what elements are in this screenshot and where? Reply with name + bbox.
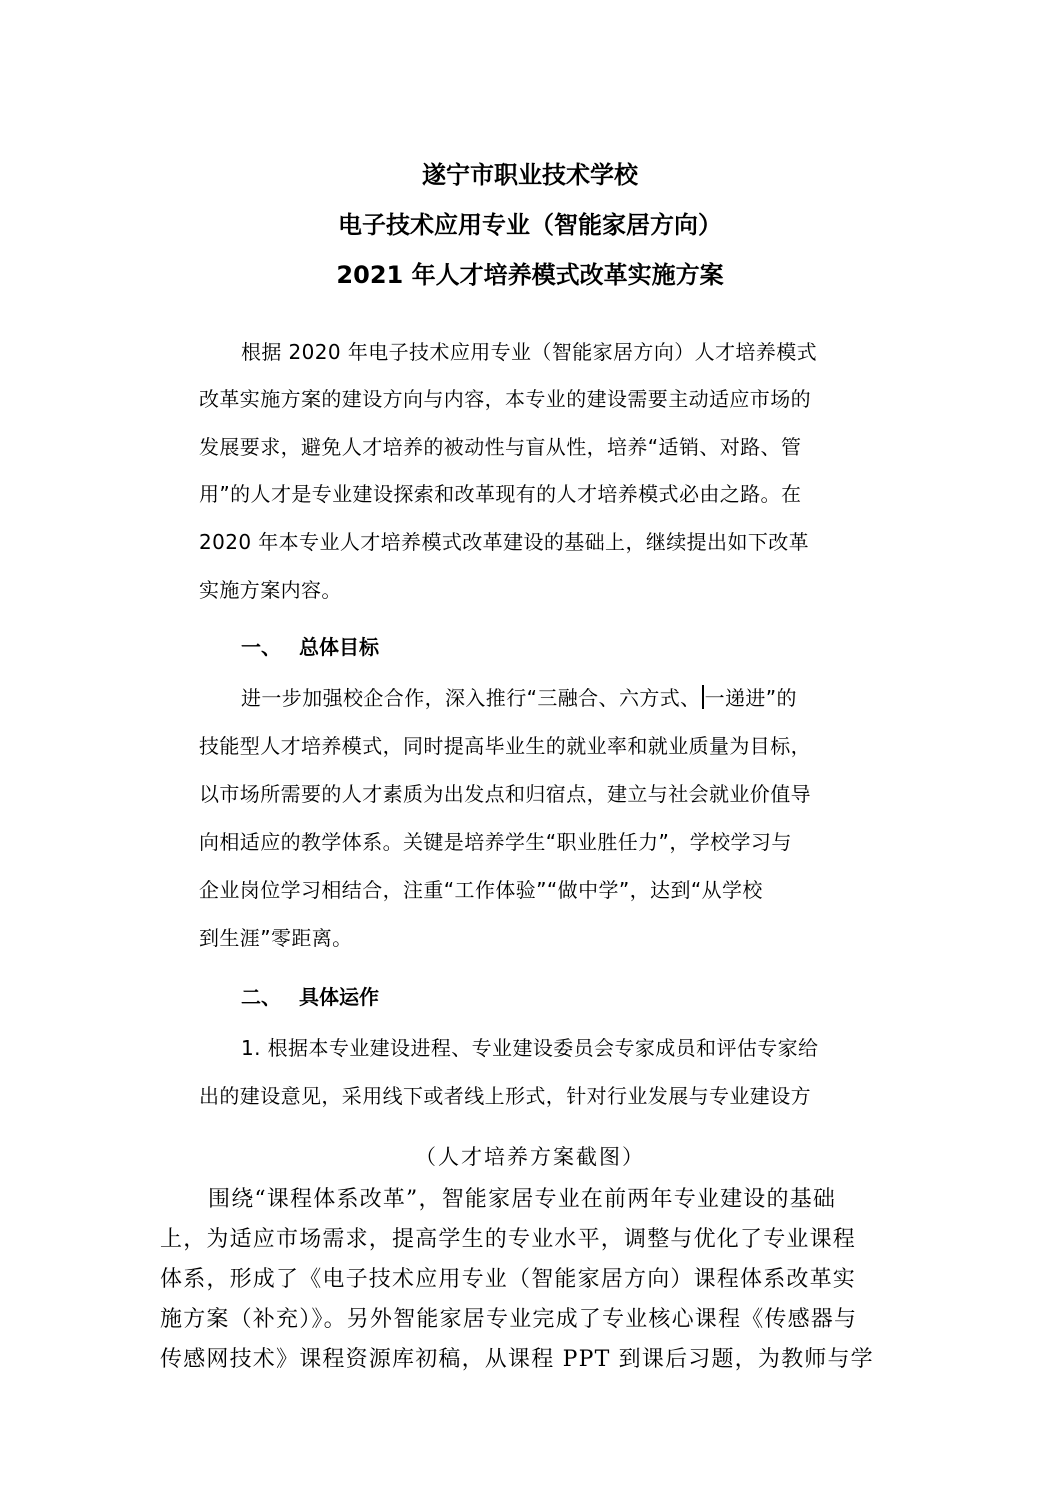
section1-line-text: 进一步加强校企合作，深入推行“三融合、六方式、 — [241, 686, 701, 710]
intro-line: 2020 年本专业人才培养模式改革建设的基础上，继续提出如下改革 — [199, 530, 810, 554]
section1-line: 以市场所需要的人才素质为出发点和归宿点，建立与社会就业价值导 — [199, 782, 811, 806]
section1-line-text: 一递进”的 — [704, 686, 797, 710]
intro-line: 根据 2020 年电子技术应用专业（智能家居方向）人才培养模式 — [241, 340, 818, 364]
closing-line: 围绕“课程体系改革”，智能家居专业在前两年专业建设的基础 — [208, 1187, 837, 1212]
intro-line: 实施方案内容。 — [199, 578, 342, 602]
section-title: 总体目标 — [299, 635, 379, 659]
section1-line: 企业岗位学习相结合，注重“工作体验”“做中学”，达到“从学校 — [199, 878, 763, 902]
document-title-plan: 2021 年人才培养模式改革实施方案 — [336, 261, 724, 289]
section2-line: 出的建设意见，采用线下或者线上形式，针对行业发展与专业建设方 — [199, 1084, 811, 1108]
section1-line — [241, 684, 797, 712]
document-title-school: 遂宁市职业技术学校 — [422, 161, 638, 189]
section-title: 具体运作 — [299, 985, 379, 1009]
section-heading-operation — [241, 983, 379, 1011]
closing-line: 施方案（补充）》。另外智能家居专业完成了专业核心课程《传感器与 — [160, 1307, 858, 1332]
section1-line: 向相适应的教学体系。关键是培养学生“职业胜任力”，学校学习与 — [199, 830, 792, 854]
section-number: 二、 — [241, 985, 281, 1009]
closing-line: 上，为适应市场需求，提高学生的专业水平，调整与优化了专业课程 — [160, 1227, 857, 1252]
text-cursor — [702, 685, 704, 709]
closing-line: 体系，形成了《电子技术应用专业（智能家居方向）课程体系改革实 — [160, 1267, 857, 1292]
intro-line: 用”的人才是专业建设探索和改革现有的人才培养模式必由之路。在 — [199, 482, 802, 506]
section1-line: 技能型人才培养模式，同时提高毕业生的就业率和就业质量为目标， — [199, 734, 811, 758]
section2-line: 1. 根据本专业建设进程、专业建设委员会专家成员和评估专家给 — [241, 1036, 819, 1060]
intro-line: 改革实施方案的建设方向与内容，本专业的建设需要主动适应市场的 — [199, 387, 811, 411]
section-heading-overall-goal — [241, 633, 379, 661]
document-title-major: 电子技术应用专业（智能家居方向） — [338, 211, 722, 239]
section1-line: 到生涯”零距离。 — [199, 926, 353, 950]
closing-line: 传感网技术》课程资源库初稿，从课程 PPT 到课后习题，为教师与学 — [160, 1347, 874, 1372]
intro-line: 发展要求，避免人才培养的被动性与盲从性，培养“适销、对路、管 — [199, 435, 802, 459]
section-number: 一、 — [241, 635, 281, 659]
figure-caption: （人才培养方案截图） — [415, 1145, 645, 1169]
